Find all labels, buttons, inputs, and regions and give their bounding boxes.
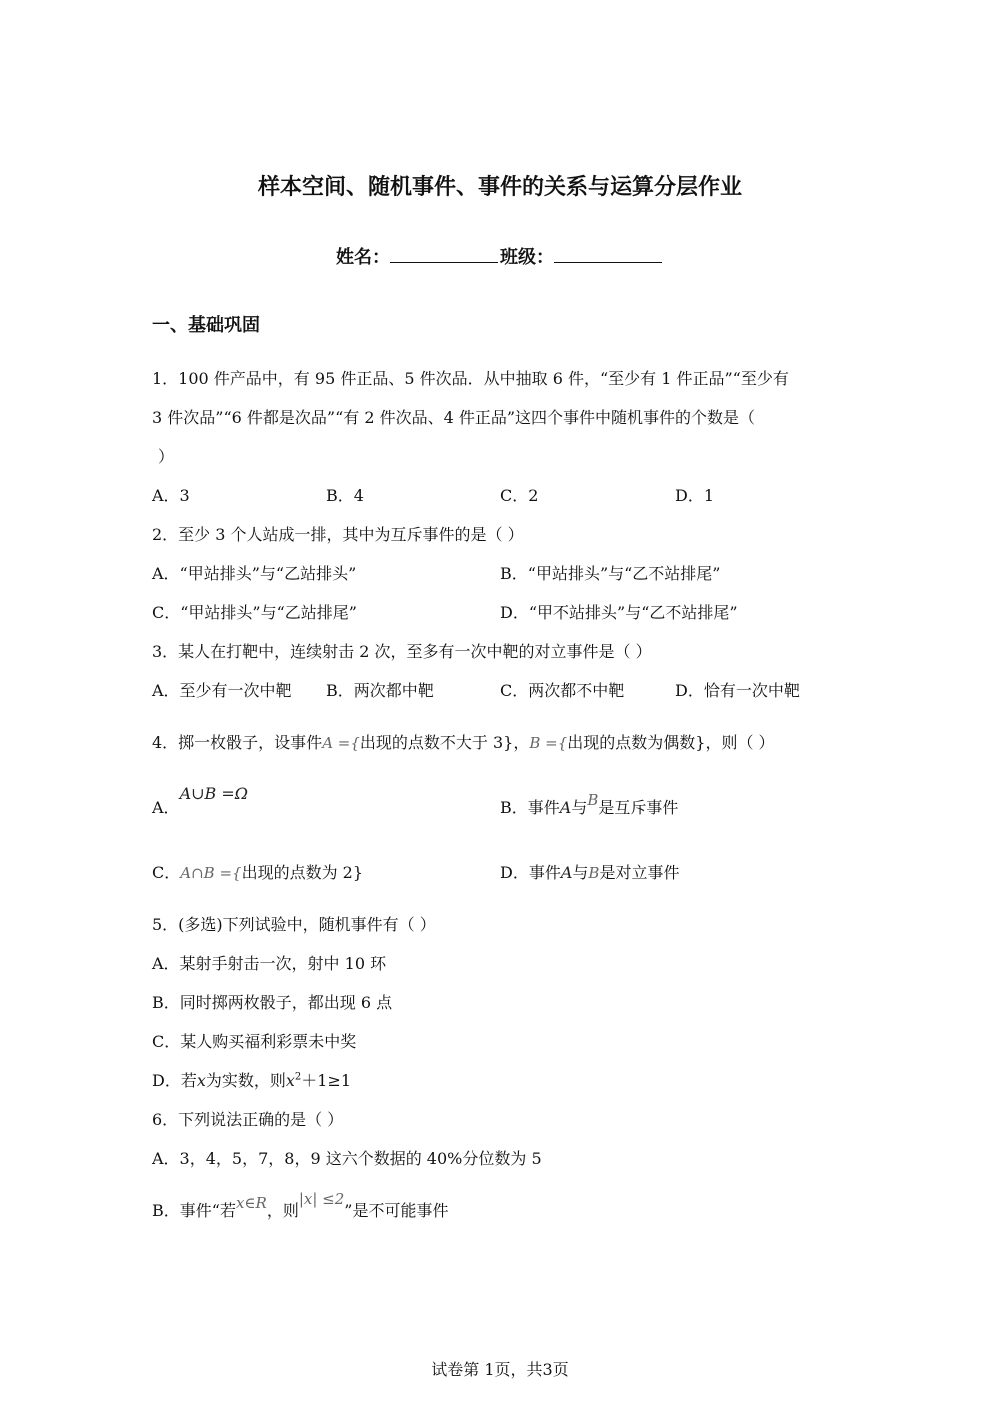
q1-option-b: B．4 [326, 486, 364, 505]
q4-option-b-math-a: A [559, 798, 572, 817]
q5-option-d [152, 1068, 351, 1091]
q2-option-c: C．“甲站排头”与“乙站排尾” [152, 603, 357, 622]
q1-option-a: A．3 [152, 486, 190, 505]
q3-option-a: A．至少有一次中靶 [152, 681, 292, 700]
q6-stem: 6．下列说法正确的是（ ） [152, 1110, 344, 1129]
q3-stem: 3．某人在打靶中，连续射击 2 次，至多有一次中靶的对立事件是（ ） [152, 642, 652, 661]
class-label: 班级： [500, 247, 554, 268]
q5-option-d-sup: 2 [294, 1071, 302, 1083]
q6-option-b [152, 1190, 449, 1221]
q1-option-c: C．2 [500, 486, 539, 505]
class-blank[interactable] [554, 248, 662, 263]
q6-option-a: A．3，4，5，7，8，9 这六个数据的 40%分位数为 5 [152, 1149, 542, 1168]
q6-option-b-text1: B．事件“若 [152, 1201, 236, 1220]
q4-option-d [500, 860, 679, 883]
q4-option-d-math-a: A [560, 863, 573, 882]
q5-option-d-text3: ＋1≥1 [301, 1071, 352, 1090]
q6-option-b-math2: |x| ≤2 [298, 1190, 345, 1208]
q4-option-a-math: A∪B =Ω [179, 784, 249, 803]
name-class-row [0, 243, 1000, 269]
q4-stem-part-c: 出现的点数为偶数}，则（ ） [567, 733, 775, 752]
q1-line3: ） [158, 447, 175, 466]
q3-option-d: D．恰有一次中靶 [675, 681, 800, 700]
q4-option-b-math-b: B [587, 791, 599, 809]
section-heading: 一、基础巩固 [152, 315, 260, 336]
q5-option-d-expr: x [285, 1071, 295, 1090]
q4-stem [152, 730, 775, 753]
q4-option-b [500, 791, 679, 818]
q4-option-a [152, 784, 249, 818]
q5-option-d-text2: 为实数，则 [205, 1071, 286, 1090]
q4-option-c [152, 860, 363, 883]
q4-option-c-math: A∩B ={ [180, 864, 242, 882]
q2-option-b: B．“甲站排头”与“乙不站排尾” [500, 564, 721, 583]
q2-option-a: A．“甲站排头”与“乙站排头” [152, 564, 357, 583]
q3-option-b: B．两次都中靶 [326, 681, 434, 700]
name-label: 姓名： [336, 247, 390, 268]
q5-option-c: C．某人购买福利彩票未中奖 [152, 1032, 357, 1051]
name-blank[interactable] [390, 248, 498, 263]
q1-line2: 3 件次品”“6 件都是次品”“有 2 件次品、4 件正品”这四个事件中随机事件的个数是（ [152, 408, 756, 427]
q6-option-b-text3: ”是不可能事件 [344, 1201, 449, 1220]
q4-option-b-text1: B．事件 [500, 798, 560, 817]
q5-option-d-var: x [196, 1071, 206, 1090]
q4-option-d-text1: D．事件 [500, 863, 561, 882]
q4-stem-part-a: 4．掷一枚骰子，设事件 [152, 733, 323, 752]
page-title: 样本空间、随机事件、事件的关系与运算分层作业 [257, 175, 742, 200]
q4-event-b-math: B ={ [529, 734, 568, 752]
q4-option-c-label: C． [152, 863, 181, 882]
q4-option-d-math-b: B [588, 864, 600, 882]
q4-option-d-text2: 与 [572, 863, 589, 882]
q4-option-b-text3: 是互斥事件 [598, 798, 679, 817]
q4-option-d-text3: 是对立事件 [599, 863, 680, 882]
q4-stem-part-b: 出现的点数不大于 3}， [359, 733, 530, 752]
q6-option-b-math1: x∈R [235, 1194, 267, 1212]
q5-stem: 5．(多选)下列试验中，随机事件有（ ） [152, 915, 436, 934]
q4-option-a-label: A． [152, 798, 180, 817]
q5-option-a: A．某射手射击一次，射中 10 环 [152, 954, 387, 973]
q6-option-b-text2: ，则 [266, 1201, 299, 1220]
q4-option-b-text2: 与 [571, 798, 588, 817]
q4-event-a-math: A ={ [322, 734, 360, 752]
q5-option-d-text1: D．若 [152, 1071, 197, 1090]
q2-stem: 2．至少 3 个人站成一排，其中为互斥事件的是（ ） [152, 525, 524, 544]
q4-option-c-text: 出现的点数为 2} [241, 863, 364, 882]
q3-option-c: C．两次都不中靶 [500, 681, 625, 700]
q1-line1: 1．100 件产品中，有 95 件正品、5 件次品．从中抽取 6 件，“至少有 1 件正品”“至少有 [152, 369, 789, 388]
q2-option-d: D．“甲不站排头”与“乙不站排尾” [500, 603, 738, 622]
page-footer: 试卷第 1页，共3页 [431, 1360, 569, 1379]
q1-option-d: D．1 [675, 486, 715, 505]
q5-option-b: B．同时掷两枚骰子，都出现 6 点 [152, 993, 393, 1012]
